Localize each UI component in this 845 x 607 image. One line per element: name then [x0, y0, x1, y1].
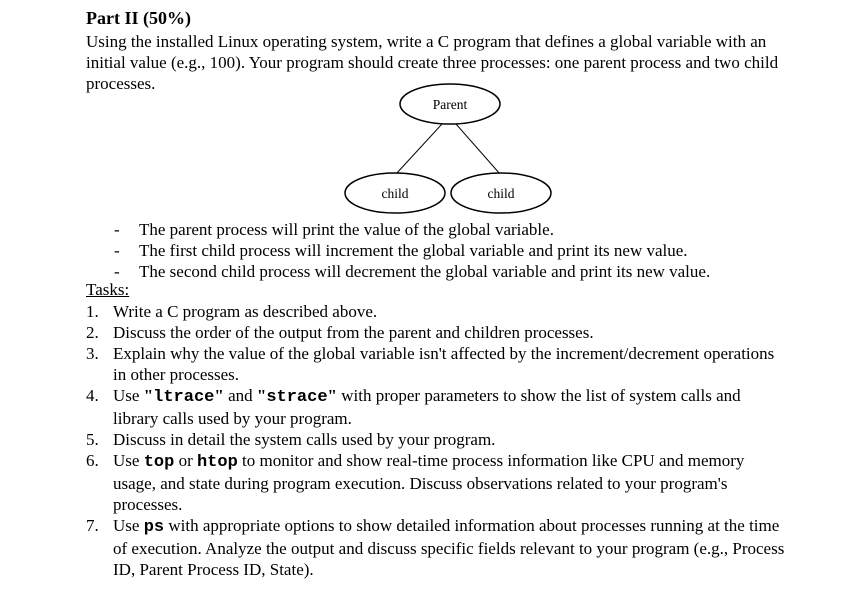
task-text: to monitor and show real-time process information like CPU and memory usage, and state during program execution. Discuss observations related to your program's processes. [113, 451, 745, 514]
task-text: with proper parameters to show the list of system calls and library calls used by your program. [113, 386, 741, 428]
command-htop: htop [196, 453, 238, 472]
task-text: with appropriate options to show detailed information about processes running at the time of execution. Analyze the output and discuss specific fields relevant to your program (e.g., Process ID, Parent Process ID, State). [113, 516, 785, 579]
task-text: Use [113, 451, 144, 470]
task-list [86, 301, 786, 580]
task-text: Discuss in detail the system calls used by your program. [113, 430, 496, 449]
command-ltrace: ltrace [153, 388, 215, 407]
task-number: 5. [86, 430, 99, 449]
list-item [108, 261, 808, 282]
task-item [86, 515, 786, 580]
quote-mark: " [214, 386, 224, 405]
task-text: Use [113, 386, 144, 405]
task-number: 7. [86, 516, 99, 535]
task-item [86, 429, 786, 450]
task-item [86, 322, 786, 343]
task-number: 1. [86, 302, 99, 321]
task-text: Discuss the order of the output from the parent and children processes. [113, 323, 594, 342]
left-child-label: child [381, 186, 409, 201]
parent-node-label: Parent [432, 97, 468, 112]
command-strace: strace [266, 388, 328, 407]
bullet-dash: - [114, 241, 120, 260]
bullet-text: The second child process will decrement the global variable and print its new value. [139, 262, 711, 281]
task-text: Write a C program as described above. [113, 302, 378, 321]
task-item [86, 343, 786, 385]
section-heading: Part II (50%) [86, 8, 191, 28]
task-number: 2. [86, 323, 99, 342]
bullet-dash: - [114, 220, 120, 239]
task-item [86, 301, 786, 322]
intro-paragraph: Using the installed Linux operating system, write a C program that defines a global variable with an initial value (e.g., 100). Your program should create three processes: one parent process and two child processes. [86, 32, 779, 93]
task-text: Use [113, 516, 144, 535]
task-number: 3. [86, 344, 99, 363]
list-item [108, 240, 808, 261]
task-item [86, 450, 786, 515]
tasks-heading: Tasks: [86, 280, 130, 299]
command-ps: ps [143, 518, 165, 537]
task-item [86, 385, 786, 429]
task-text: and [223, 386, 257, 405]
task-number: 6. [86, 451, 99, 470]
task-text: or [174, 451, 197, 470]
bullet-dash: - [114, 262, 120, 281]
edge-parent-right-child [456, 124, 500, 174]
task-number: 4. [86, 386, 99, 405]
behavior-list [108, 219, 808, 282]
process-tree-diagram [0, 0, 845, 220]
quote-mark: " [327, 386, 337, 405]
task-text: Explain why the value of the global variable isn't affected by the increment/decrement operations in other processes. [113, 344, 775, 384]
quote-mark: " [143, 386, 154, 405]
right-child-label: child [487, 186, 515, 201]
quote-mark: " [256, 386, 267, 405]
list-item [108, 219, 808, 240]
command-top: top [143, 453, 175, 472]
bullet-text: The first child process will increment the global variable and print its new value. [139, 241, 688, 260]
bullet-text: The parent process will print the value of the global variable. [139, 220, 554, 239]
edge-parent-left-child [396, 124, 442, 174]
